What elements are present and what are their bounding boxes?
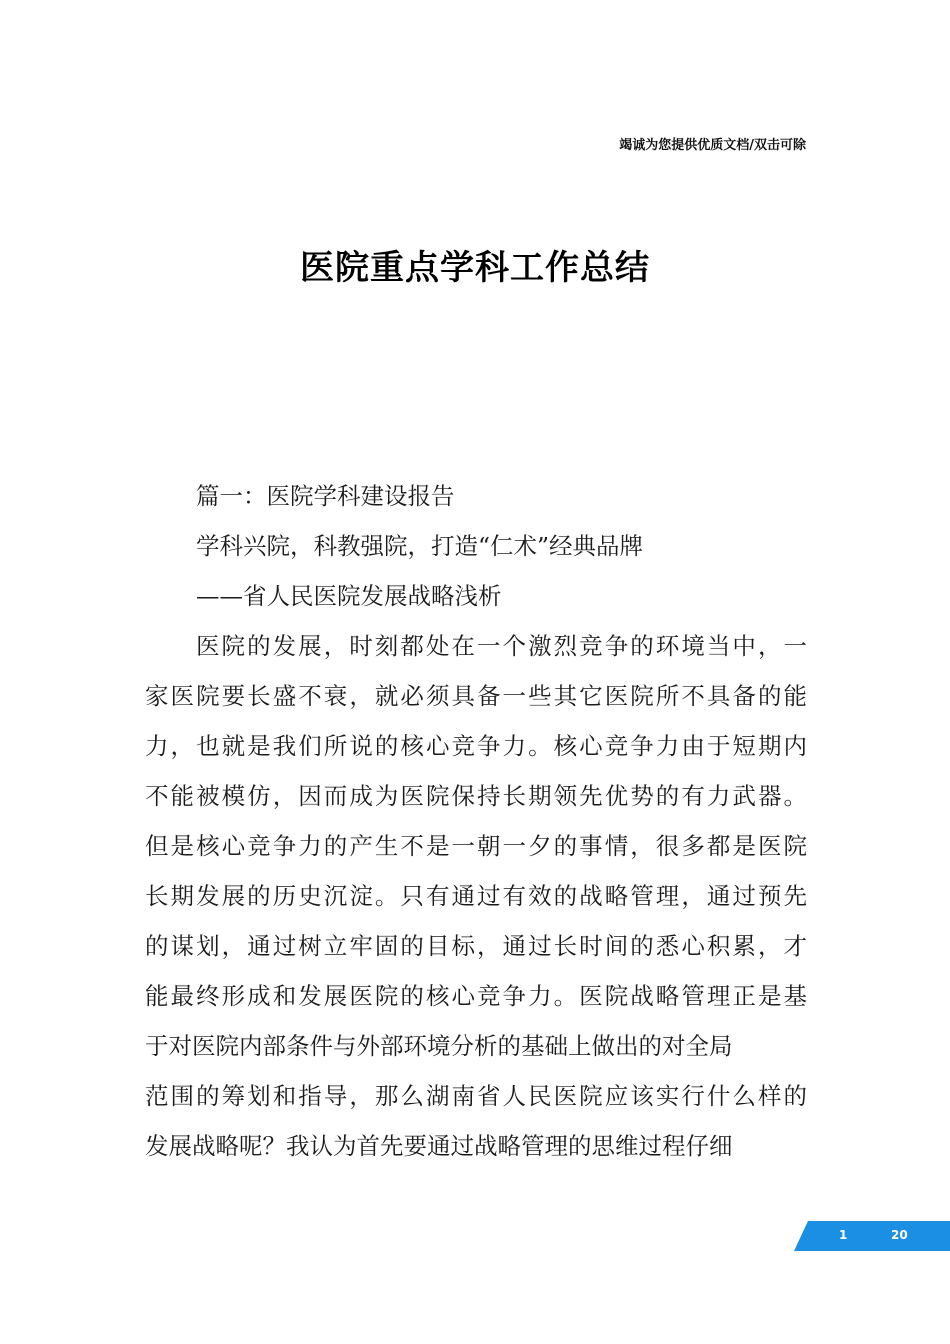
document-title: 医院重点学科工作总结 [300, 248, 650, 288]
body-line: 家医院要长盛不衰，就必须具备一些其它医院所不具备的能 [145, 682, 807, 710]
body-line: 能最终形成和发展医院的核心竞争力。医院战略管理正是基 [145, 982, 807, 1010]
body-line: 于对医院内部条件与外部环境分析的基础上做出的对全局 [145, 1032, 733, 1060]
body-line: 发展战略呢？我认为首先要通过战略管理的思维过程仔细 [145, 1132, 733, 1160]
body-line: 范围的筹划和指导，那么湖南省人民医院应该实行什么样的 [145, 1082, 807, 1110]
body-line: 不能被模仿，因而成为医院保持长期领先优势的有力武器。 [145, 782, 807, 810]
section-subtitle-2: ——省人民医院发展战略浅析 [196, 582, 502, 610]
total-pages: 20 [891, 1228, 908, 1242]
page-tab-shape [794, 1221, 950, 1251]
section-heading: 篇一：医院学科建设报告 [196, 482, 455, 510]
body-line: 长期发展的历史沉淀。只有通过有效的战略管理，通过预先 [145, 882, 807, 910]
page-number: 1 [839, 1228, 848, 1242]
section-subtitle: 学科兴院，科教强院，打造“仁术”经典品牌 [196, 532, 644, 560]
body-line: 力，也就是我们所说的核心竞争力。核心竞争力由于短期内 [145, 732, 807, 760]
body-line: 的谋划，通过树立牢固的目标，通过长时间的悉心积累，才 [145, 932, 807, 960]
body-line: 但是核心竞争力的产生不是一朝一夕的事情，很多都是医院 [145, 832, 807, 860]
page-indicator [794, 1221, 950, 1251]
body-line: 医院的发展，时刻都处在一个激烈竞争的环境当中，一 [196, 632, 807, 660]
document-body [145, 471, 807, 1171]
header-note: 竭诚为您提供优质文档/双击可除 [619, 138, 806, 153]
